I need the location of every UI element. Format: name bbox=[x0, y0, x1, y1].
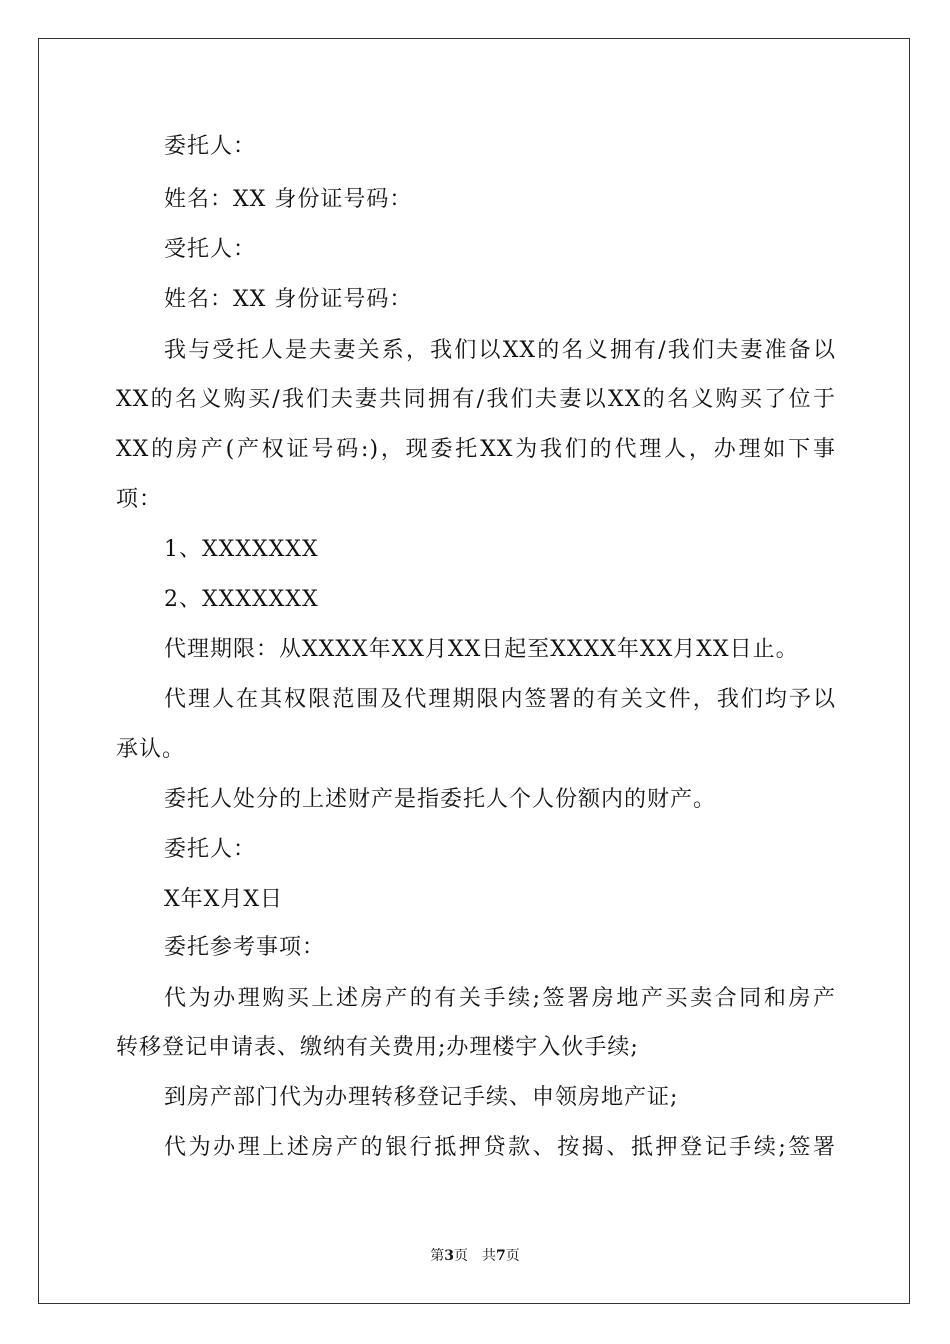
paragraph-line: 委托人处分的上述财产是指委托人个人份额内的财产。 bbox=[164, 787, 717, 812]
paragraph-line: 代为办理上述房产的银行抵押贷款、按揭、抵押登记手续;签署 bbox=[164, 1135, 836, 1160]
list-item: 1、XXXXXXX bbox=[164, 537, 319, 562]
list-item: 2、XXXXXXX bbox=[164, 587, 319, 612]
paragraph-line: 承认。 bbox=[116, 737, 186, 762]
date-line: X年X月X日 bbox=[164, 887, 283, 912]
paragraph-line: XX的房产(产权证号码:)，现委托XX为我们的代理人，办理如下事 bbox=[116, 437, 836, 462]
footer-current-page: 3 bbox=[444, 1248, 454, 1264]
footer-mid: 页 共 bbox=[454, 1248, 496, 1264]
paragraph-line: 转移登记申请表、缴纳有关费用;办理楼宇入伙手续; bbox=[116, 1035, 639, 1060]
footer-suffix: 页 bbox=[505, 1248, 520, 1264]
term-line: 代理期限：从XXXX年XX月XX日起至XXXX年XX月XX日止。 bbox=[164, 637, 799, 662]
footer-prefix: 第 bbox=[430, 1248, 445, 1264]
agent-name-line: 姓名：XX 身份证号码： bbox=[164, 287, 413, 312]
paragraph-line: XX的名义购买/我们夫妻共同拥有/我们夫妻以XX的名义购买了位于 bbox=[116, 387, 836, 412]
paragraph-line: 代理人在其权限范围及代理期限内签署的有关文件，我们均予以 bbox=[164, 687, 836, 712]
paragraph-line: 项： bbox=[116, 487, 163, 512]
paragraph-line: 代为办理购买上述房产的有关手续;签署房地产买卖合同和房产 bbox=[164, 986, 836, 1011]
notes-heading: 委托参考事项： bbox=[164, 935, 326, 960]
paragraph-line: 我与受托人是夫妻关系，我们以XX的名义拥有/我们夫妻准备以 bbox=[164, 338, 836, 363]
paragraph-line: 到房产部门代为办理转移登记手续、申领房地产证; bbox=[164, 1085, 679, 1110]
principal-heading: 委托人： bbox=[164, 134, 257, 159]
principal-name-line: 姓名：XX 身份证号码： bbox=[164, 187, 413, 212]
signature-label: 委托人： bbox=[164, 837, 257, 862]
footer-total-pages: 7 bbox=[496, 1248, 506, 1264]
page-border bbox=[38, 38, 910, 1304]
page-footer bbox=[0, 1245, 950, 1265]
agent-heading: 受托人： bbox=[164, 237, 257, 262]
